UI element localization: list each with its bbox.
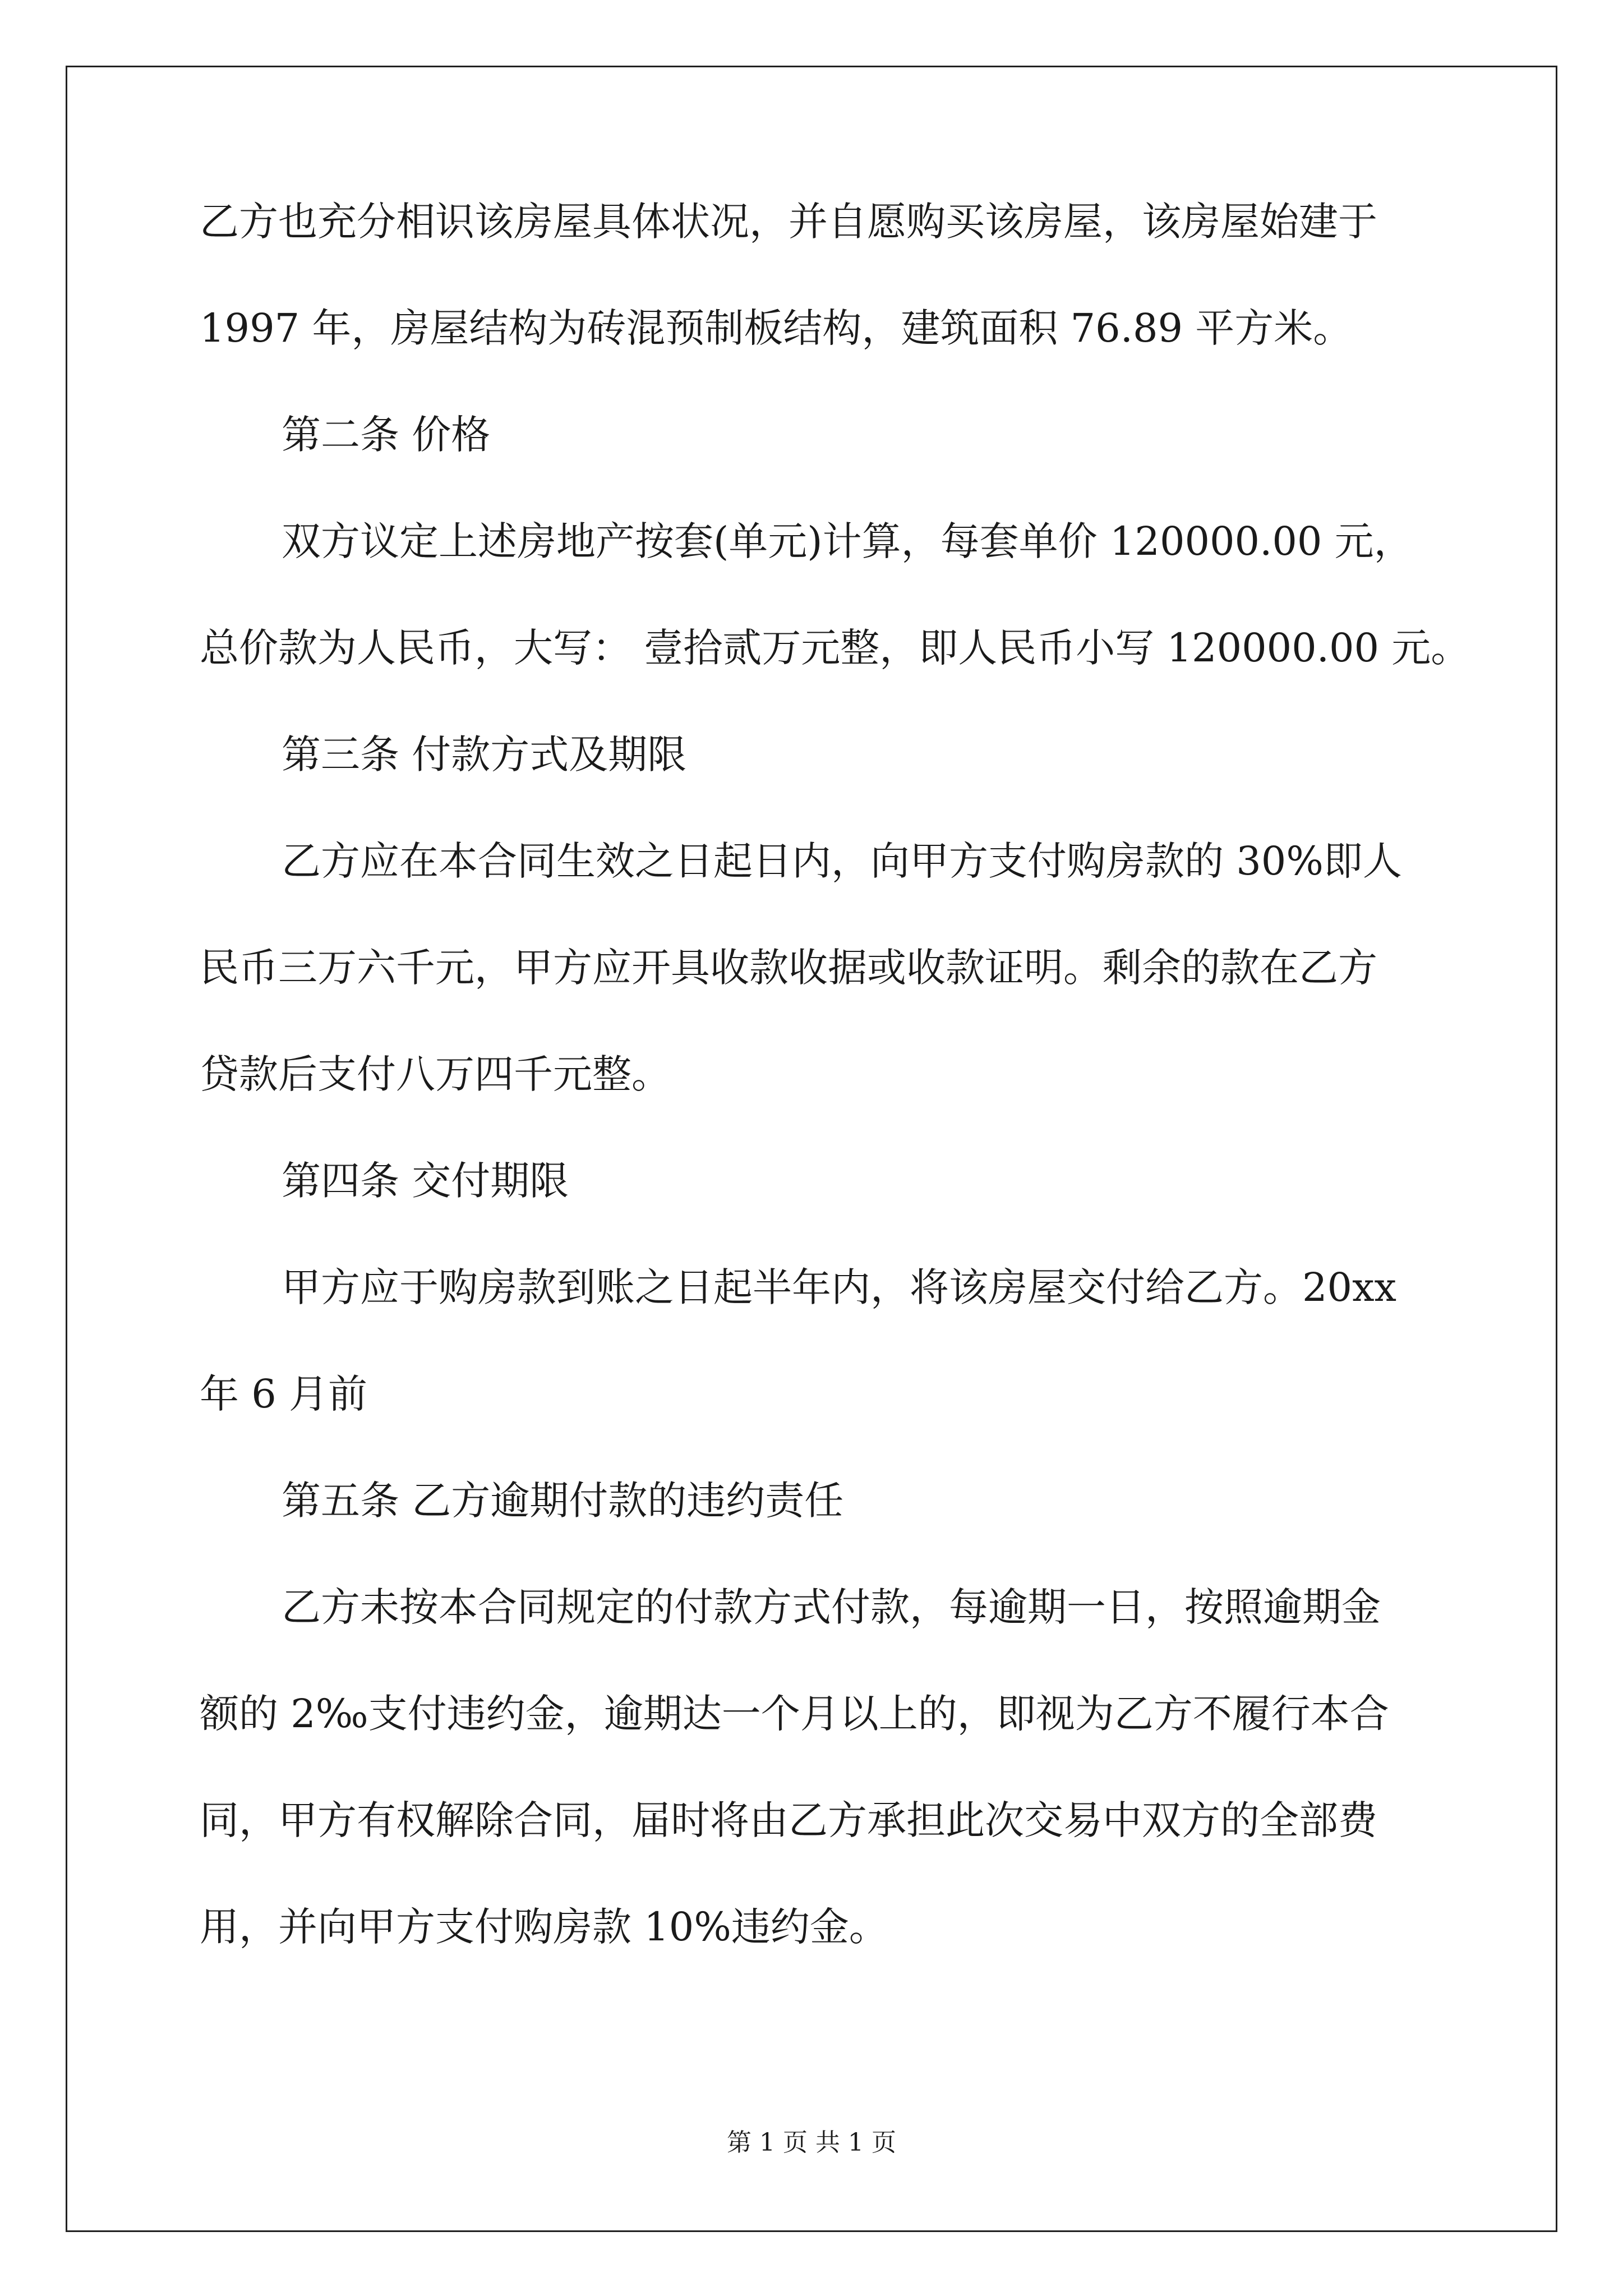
article-heading-2: 第二条 价格 [282,412,491,458]
paragraph-line: 乙方未按本合同规定的付款方式付款，每逾期一日，按照逾期金 [282,1584,1381,1630]
paragraph-line: 贷款后支付八万四千元整。 [200,1051,671,1097]
paragraph-line: 民币三万六千元，甲方应开具收款收据或收款证明。剩余的款在乙方 [200,945,1377,991]
paragraph-line: 1997 年，房屋结构为砖混预制板结构，建筑面积 76.89 平方米。 [200,305,1353,351]
paragraph-line: 总价款为人民币，大写： 壹拾贰万元整，即人民币小写 120000.00 元。 [200,625,1470,671]
paragraph-line: 同，甲方有权解除合同，届时将由乙方承担此次交易中双方的全部费 [200,1797,1377,1843]
paragraph-line: 甲方应于购房款到账之日起半年内，将该房屋交付给乙方。20xx [282,1264,1397,1310]
article-heading-5: 第五条 乙方逾期付款的违约责任 [282,1478,844,1524]
paragraph-line: 年 6 月前 [200,1371,368,1417]
paragraph-line: 用，并向甲方支付购房款 10%违约金。 [200,1904,888,1950]
paragraph-line: 双方议定上述房地产按套(单元)计算，每套单价 120000.00 元， [282,518,1413,564]
paragraph-line: 乙方也充分相识该房屋具体状况，并自愿购买该房屋，该房屋始建于 [200,199,1377,245]
article-heading-4: 第四条 交付期限 [282,1158,569,1204]
article-heading-3: 第三条 付款方式及期限 [282,731,687,777]
page-footer: 第 1 页 共 1 页 [727,2128,896,2157]
paragraph-line: 乙方应在本合同生效之日起日内，向甲方支付购房款的 30%即人 [282,838,1402,884]
paragraph-line: 额的 2‰支付违约金，逾期达一个月以上的，即视为乙方不履行本合 [200,1691,1389,1737]
